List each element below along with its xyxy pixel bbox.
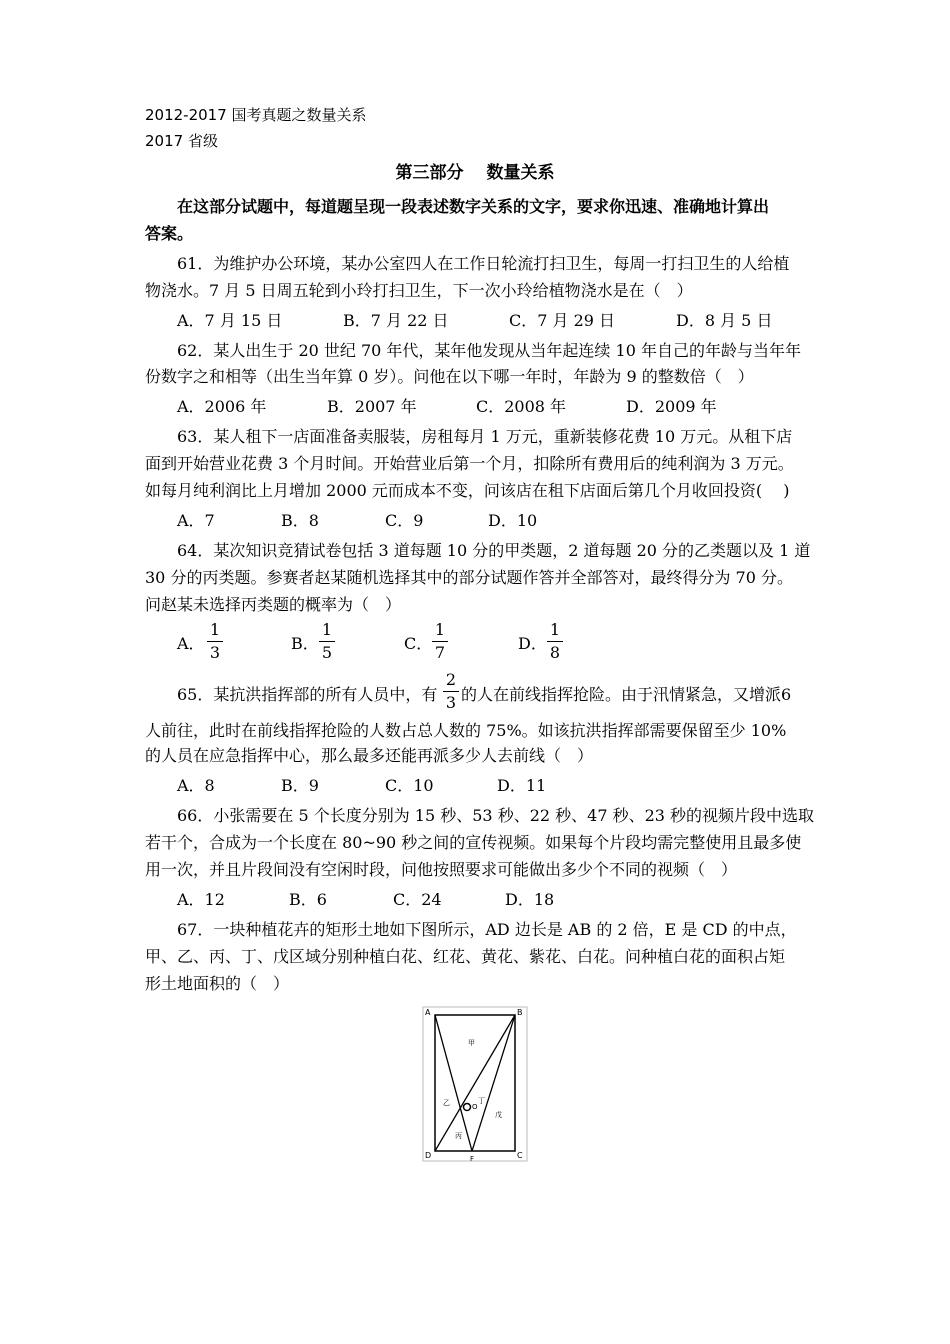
fraction-numerator: 1 <box>209 620 221 639</box>
fraction-denominator: 5 <box>321 643 333 662</box>
q65-fraction <box>443 670 459 713</box>
q65-line-3: 的人员在应急指挥中心，那么最多还能再派多少人去前线（ ） <box>145 746 594 765</box>
fraction-denominator: 3 <box>209 643 221 662</box>
q62-option-b: B．2007 年 <box>327 397 417 416</box>
fraction-denominator: 8 <box>549 643 561 662</box>
q63-line-1: 63．某人租下一店面准备卖服装，房租每月 1 万元，重新装修花费 10 万元。从租下店 <box>177 427 793 446</box>
q63-option-c: C．9 <box>385 511 424 530</box>
q62-line-2: 份数字之和相等（出生当年算 0 岁）。问他在以下哪一年时，年龄为 9 的整数倍（ ） <box>145 367 754 386</box>
q62-option-a: A．2006 年 <box>177 397 267 416</box>
q67-line-1: 67．一块种植花卉的矩形土地如下图所示，AD 边长是 AB 的 2 倍，E 是 CD 的中点， <box>177 920 797 939</box>
q63-option-a: A．7 <box>177 511 215 530</box>
q61-option-d: D．8 月 5 日 <box>676 311 773 330</box>
fraction-numerator: 1 <box>434 620 446 639</box>
region-jia: 甲 <box>468 1039 475 1047</box>
q63-line-3: 如每月纯利润比上月增加 2000 元而成本不变，问该店在租下店面后第几个月收回投资( ) <box>145 481 790 500</box>
q62-option-c: C．2008 年 <box>476 397 567 416</box>
q66-option-b: B．6 <box>289 890 327 909</box>
q66-option-a: A．12 <box>177 890 225 909</box>
q64-line-3: 问赵某未选择丙类题的概率为（ ） <box>145 595 402 614</box>
q64-line-1: 64．某次知识竞猜试卷包括 3 道每题 10 分的甲类题，2 道每题 20 分的乙类题以及 1 道 <box>177 541 811 560</box>
label-b: B <box>517 1008 523 1017</box>
q66-line-2: 若干个，合成为一个长度在 80~90 秒之间的宣传视频。如果每个片段均需完整使用且最多使 <box>145 833 802 852</box>
q63-line-2: 面到开始营业花费 3 个月时间。开始营业后第一个月，扣除所有费用后的纯利润为 3 万元。 <box>145 454 794 473</box>
region-yi: 乙 <box>443 1099 450 1107</box>
q62-option-d: D．2009 年 <box>626 397 717 416</box>
q61-option-c: C．7 月 29 日 <box>509 311 616 330</box>
q64-option-a-fraction <box>207 620 223 663</box>
q64-option-c-label: C． <box>404 634 433 653</box>
intro-line-2: 答案。 <box>145 224 194 243</box>
q61-line-2: 物浇水。7 月 5 日周五轮到小玲打扫卫生，下一次小玲给植物浇水是在（ ） <box>145 281 693 300</box>
q61-option-b: B．7 月 22 日 <box>343 311 449 330</box>
q66-option-d: D．18 <box>505 890 555 909</box>
q64-option-d-label: D． <box>518 634 547 653</box>
q65-line-1-pre: 65．某抗洪指挥部的所有人员中，有 <box>177 685 438 704</box>
point-o-marker <box>464 1104 471 1111</box>
q67-line-2: 甲、乙、丙、丁、戊区域分别种植白花、红花、黄花、紫花、白花。问种植白花的面积占矩 <box>145 947 786 966</box>
q65-option-a: A．8 <box>177 776 215 795</box>
section-title: 第三部分 数量关系 <box>395 163 555 183</box>
q63-option-d: D．10 <box>488 511 538 530</box>
q64-option-c-fraction <box>432 620 448 663</box>
q64-option-d-fraction <box>547 620 563 663</box>
fraction-numerator: 2 <box>445 670 457 689</box>
label-c: C <box>517 1151 523 1160</box>
q61-line-1: 61．为维护办公环境，某办公室四人在工作日轮流打扫卫生，每周一打扫卫生的人给植 <box>177 254 790 273</box>
label-a: A <box>425 1008 431 1017</box>
q65-option-d: D．11 <box>497 776 547 795</box>
q65-line-1-post: 的人在前线指挥抢险。由于汛情紧急，又增派6 <box>461 685 792 704</box>
region-bing: 丙 <box>455 1132 462 1140</box>
q64-option-a-label: A． <box>177 634 205 653</box>
q65-option-c: C．10 <box>385 776 434 795</box>
q65-option-b: B．9 <box>281 776 319 795</box>
fraction-numerator: 1 <box>321 620 333 639</box>
q62-line-1: 62．某人出生于 20 世纪 70 年代，某年他发现从当年起连续 10 年自己的年龄与当年年 <box>177 341 801 360</box>
q64-option-b-fraction <box>319 620 335 663</box>
q65-line-2: 人前往，此时在前线指挥抢险的人数占总人数的 75%。如该抗洪指挥部需要保留至少 10% <box>145 721 787 740</box>
q61-option-a: A．7 月 15 日 <box>177 311 283 330</box>
q63-option-b: B．8 <box>281 511 319 530</box>
fraction-numerator: 1 <box>549 620 561 639</box>
q66-line-3: 用一次，并且片段间没有空闲时段，问他按照要求可能做出多少个不同的视频（ ） <box>145 860 738 879</box>
doc-header-line1: 2012-2017 国考真题之数量关系 <box>145 106 367 124</box>
q64-option-b-label: B． <box>291 634 319 653</box>
q67-line-3: 形土地面积的（ ） <box>145 974 290 993</box>
region-ding: 丁 <box>478 1097 485 1105</box>
label-d: D <box>425 1151 432 1160</box>
fraction-denominator: 3 <box>445 693 457 712</box>
q66-line-1: 66．小张需要在 5 个长度分别为 15 秒、53 秒、22 秒、47 秒、23 秒的视频片段中选取 <box>177 806 815 825</box>
fraction-denominator: 7 <box>434 643 446 662</box>
region-wu: 戊 <box>495 1111 502 1119</box>
label-f: F <box>470 1155 475 1163</box>
q67-figure <box>420 1005 530 1165</box>
q66-option-c: C．24 <box>393 890 442 909</box>
intro-line-1: 在这部分试题中，每道题呈现一段表述数字关系的文字，要求你迅速、准确地计算出 <box>177 197 770 216</box>
q64-line-2: 30 分的丙类题。参赛者赵某随机选择其中的部分试题作答并全部答对，最终得分为 70 分。 <box>145 568 793 587</box>
label-o: O <box>472 1103 478 1111</box>
doc-header-line2: 2017 省级 <box>145 132 218 150</box>
